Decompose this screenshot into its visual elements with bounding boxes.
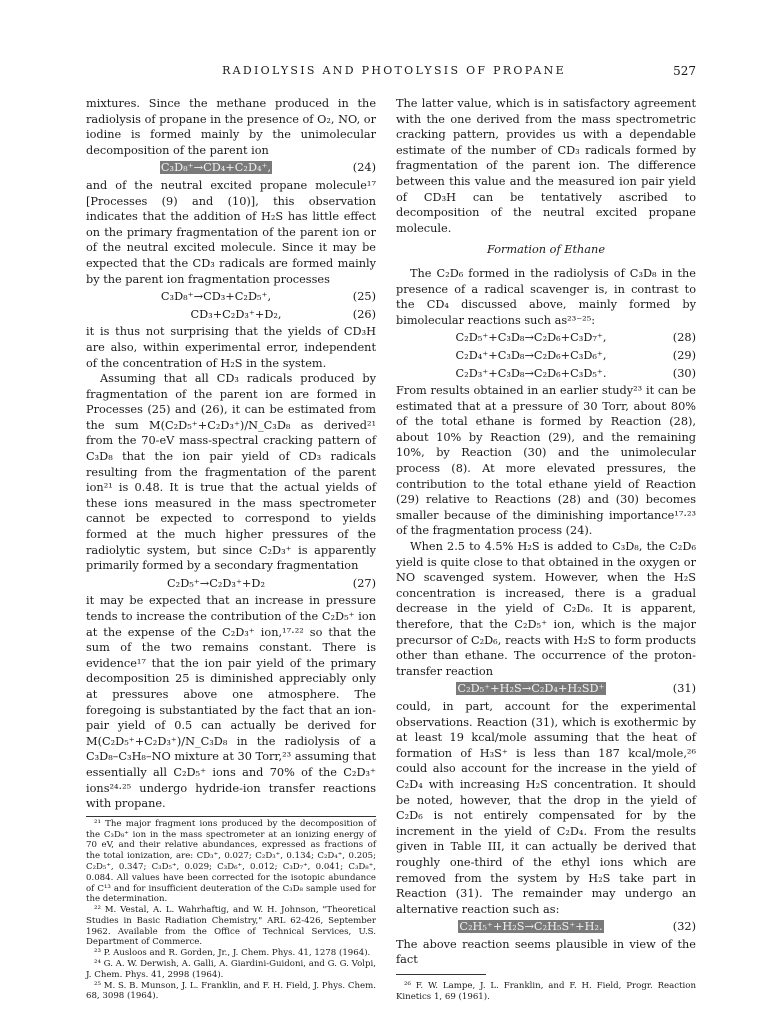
footnote-21: ²¹ The major fragment ions produced by the decomposition of the C₃D₈⁺ ion in the mass spectrometer at an ionizing energy of 70 eV, and their relative abundances, expressed as fractions of the total ionization, are: CD₃⁺, 0.027; C₂D₃⁺, 0.134; C₂D₄⁺, 0.205; C₂D₅⁺, 0.347; C₃D₅⁺, 0.029; C₃D₆⁺, 0.012; C₃D₇⁺, 0.041; C₃D₈⁺, 0.084. All values have been corrected for the isotopic abundance of C¹³ and for insufficient deuteration of the C₃D₈ sample used for the determination.: [86, 818, 376, 905]
equation-text: C₃D₈⁺→CD₃+C₂D₅⁺,: [160, 290, 272, 304]
equation-text: C₃D₈⁺→CD₄+C₂D₄⁺,: [160, 161, 272, 175]
page-number: 527: [673, 64, 696, 78]
paragraph: The latter value, which is in satisfactory agreement with the one derived from the mass spectrometric cracking pattern, provides us with a dependable estimate of the number of CD₃ radicals formed by fragmentation of the parent ion. The difference between this value and the measured ion pair yield of CD₃H can be tentatively ascribed to decomposition of the neutral excited propane molecule.: [396, 97, 696, 235]
running-title: RADIOLYSIS AND PHOTOLYSIS OF PROPANE: [222, 64, 566, 77]
paragraph: The C₂D₆ formed in the radiolysis of C₃D₈ in the presence of a radical scavenger is, in contrast to the CD₄ discussed above, mainly formed by bimolecular reactions such as²³⁻²⁵:: [396, 266, 696, 327]
equation-number: (27): [352, 576, 376, 590]
equation-26: [86, 307, 376, 323]
right-column: [396, 96, 696, 1003]
equation-text: C₂H₅⁺+H₂S→C₂H₅S⁺+H₂.: [459, 920, 603, 934]
footnote-24: ²⁴ G. A. W. Derwish, A. Galli, A. Giardini-Guidoni, and G. G. Volpi, J. Chem. Phys. 41, 2998 (1964).: [86, 959, 376, 980]
equation-text: C₂D₅⁺+H₂S→C₂D₄+H₂SD⁺: [457, 682, 605, 696]
equation-text: C₂D₅⁺+C₃D₈→C₂D₆+C₃D₇⁺,: [455, 331, 607, 345]
section-heading: Formation of Ethane: [486, 243, 606, 257]
equation-text: C₂D₃⁺+C₃D₈→C₂D₆+C₃D₅⁺.: [455, 366, 607, 380]
equation-number: (32): [672, 920, 696, 934]
footnote-25: ²⁵ M. S. B. Munson, J. L. Franklin, and F. H. Field, J. Phys. Chem. 68, 3098 (1964).: [86, 980, 376, 1002]
equation-28: [396, 330, 696, 346]
equation-25: [86, 289, 376, 305]
equation-number: (31): [672, 682, 696, 696]
equation-30: [396, 366, 696, 382]
equation-text: C₂D₅⁺→C₂D₃⁺+D₂: [167, 576, 265, 590]
paragraph: it is thus not surprising that the yields of CD₃H are also, within experimental error, independent of the concentration of H₂S in the system.: [86, 325, 376, 370]
equation-29: [396, 348, 696, 364]
paragraph: Assuming that all CD₃ radicals produced by fragmentation of the parent ion are formed in Processes (25) and (26), it can be estimated from the sum M(C₂D₅⁺+C₂D₃⁺)/N_C₃D₈ as derived²¹ from the 70-eV mass-spectral cracking pattern of C₃D₈ that the ion pair yield of CD₃ radicals resulting from the fragmentation of the parent ion²¹ is 0.48. It is true that the actual yields of these ions measured in the mass spectrometer cannot be expected to correspond to yields formed at the much higher pressures of the radiolytic system, but since C₂D₃⁺ is apparently primarily formed by a secondary fragmentation: [86, 372, 376, 573]
paragraph: The above reaction seems plausible in view of the fact: [396, 937, 696, 967]
paragraph: When 2.5 to 4.5% H₂S is added to C₃D₈, the C₂D₆ yield is quite close to that obtained in the oxygen or NO scavenged system. However, when the H₂S concentration is increased, there is a gradual decrease in the yield of C₂D₆. It is apparent, therefore, that the C₂D₅⁺ ion, which is the major precursor of C₂D₆, reacts with H₂S to form products other than ethane. The occurrence of the proton-transfer reaction: [396, 540, 696, 678]
equation-text: C₂D₄⁺+C₃D₈→C₂D₆+C₃D₆⁺,: [455, 348, 607, 362]
equation-number: (28): [672, 331, 696, 345]
equation-27: [86, 576, 376, 592]
equation-31: [396, 681, 696, 697]
left-column: [86, 96, 376, 1002]
equation-24: [86, 160, 376, 176]
equation-number: (29): [672, 348, 696, 362]
footnote-22: ²² M. Vestal, A. L. Wahrhaftig, and W. H. Johnson, "Theoretical Studies in Basic Radiation Chemistry," ARL 62-426, September 1962. Available from the Office of Technical Services, U.S. Department of Commerce.: [86, 905, 376, 948]
equation-number: (24): [352, 161, 376, 175]
equation-number: (30): [672, 366, 696, 380]
footnote-rule: [396, 974, 486, 975]
paragraph: mixtures. Since the methane produced in the radiolysis of propane in the presence of O₂, NO, or iodine is formed mainly by the unimolecular decomposition of the parent ion: [86, 97, 376, 157]
footnote-26: ²⁶ F. W. Lampe, J. L. Franklin, and F. H. Field, Progr. Reaction Kinetics 1, 69 (1961).: [396, 981, 696, 1002]
equation-32: [396, 919, 696, 935]
footnotes: [86, 816, 376, 1003]
paragraph: it may be expected that an increase in pressure tends to increase the contribution of the C₂D₅⁺ ion at the expense of the C₂D₃⁺ ion,¹⁷·²² so that the sum of the two remains constant. There is evidence¹⁷ that the ion pair yield of the primary decomposition 25 is diminished appreciably only at pressures above one atmosphere. The foregoing is substantiated by the fact that an ion-pair yield of 0.5 can actually be derived for M(C₂D₅⁺+C₂D₃⁺)/N_C₃D₈ in the radiolysis of a C₃D₈–C₃H₈–NO mixture at 30 Torr,²³ assuming that essentially all C₂D₅⁺ ions and 70% of the C₂D₃⁺ ions²⁴·²⁵ undergo hydride-ion transfer reactions with propane.: [86, 594, 376, 811]
page-header: [92, 64, 696, 84]
equation-number: (26): [352, 307, 376, 321]
paragraph: and of the neutral excited propane molecule¹⁷ [Processes (9) and (10)], this observation indicates that the addition of H₂S has little effect on the primary fragmentation of the parent ion or of the neutral excited molecule. Since it may be expected that the CD₃ radicals are formed mainly by the parent ion fragmentation processes: [86, 178, 376, 286]
footnotes: [396, 979, 696, 1003]
paragraph: could, in part, account for the experimental observations. Reaction (31), which is exothermic by at least 19 kcal/mole assuming that the heat of formation of H₃S⁺ is less than 187 kcal/mole,²⁶ could also account for the increase in the yield of C₂D₄ with increasing H₂S concentration. It should be noted, however, that the drop in the yield of C₂D₆ is not entirely compensated for by the increment in the yield of C₂D₄. From the results given in Table III, it can actually be derived that roughly one-third of the ethyl ions which are removed from the system by H₂S take part in Reaction (31). The remainder may undergo an alternative reaction such as:: [396, 699, 696, 916]
paragraph: From results obtained in an earlier study²³ it can be estimated that at a pressure of 30 Torr, about 80% of the total ethane is formed by Reaction (28), about 10% by Reaction (29), and the remaining 10%, by Reaction (30) and the unimolecular process (8). At more elevated pressures, the contribution to the total ethane yield of Reaction (29) relative to Reactions (28) and (30) becomes smaller because of the diminishing importance¹⁷·²³ of the fragmentation process (24).: [396, 384, 696, 538]
equation-number: (25): [352, 290, 376, 304]
footnote-23: ²³ P. Ausloos and R. Gorden, Jr., J. Chem. Phys. 41, 1278 (1964).: [94, 948, 371, 959]
equation-text: CD₃+C₂D₃⁺+D₂,: [190, 307, 282, 321]
